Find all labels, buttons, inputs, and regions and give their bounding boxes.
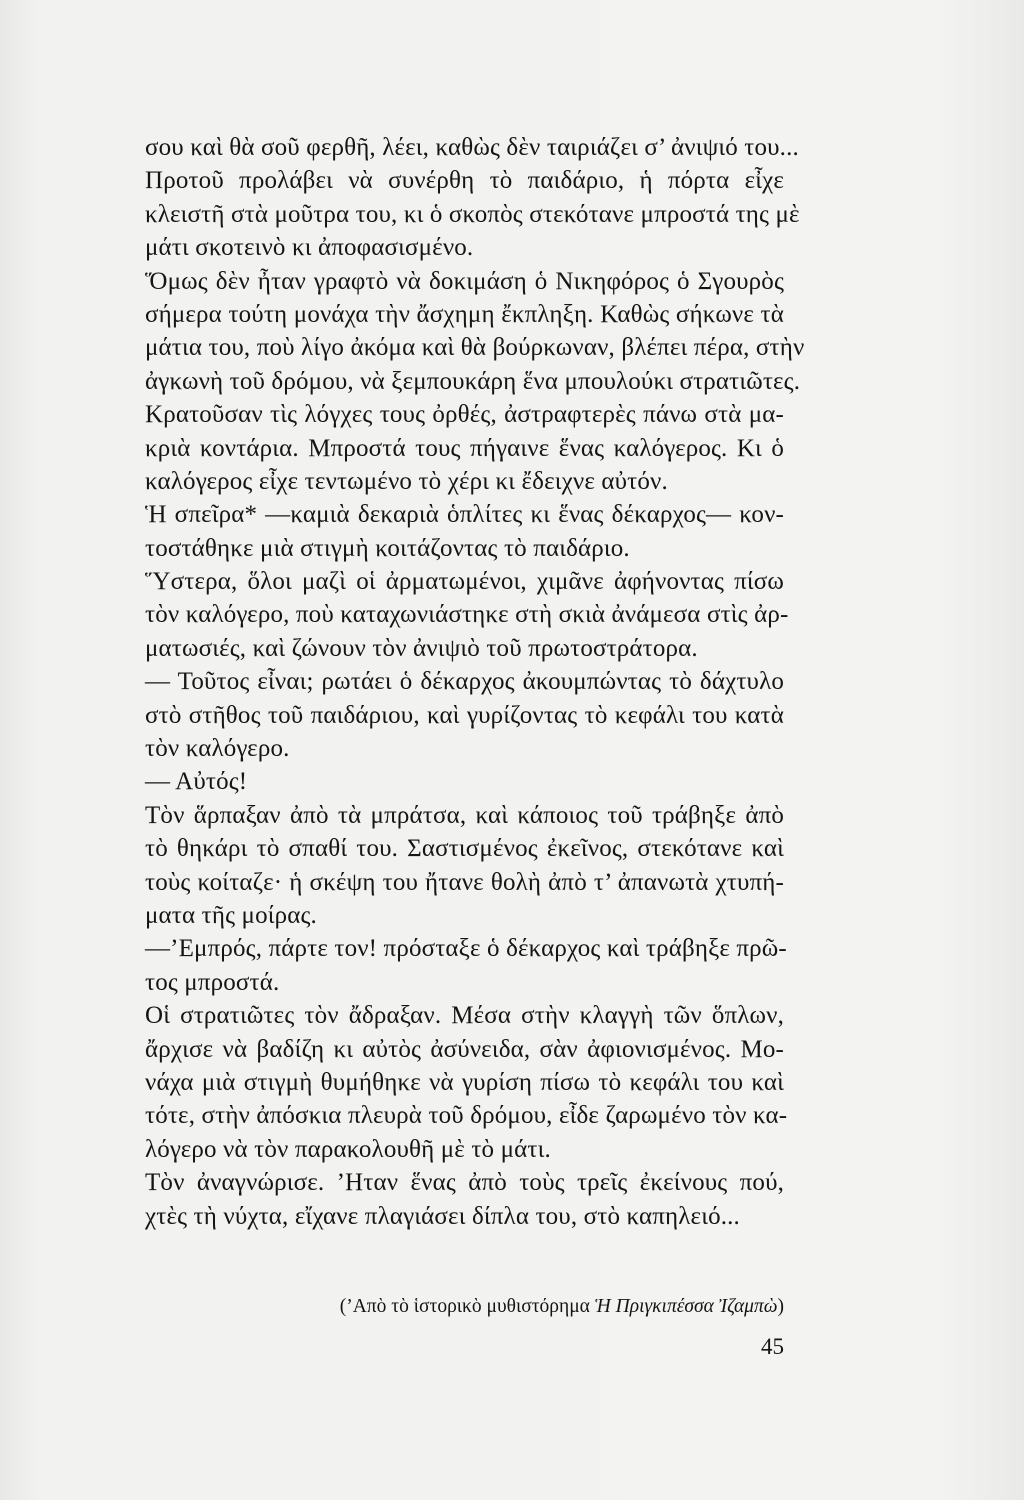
text-line: τοὺς κοίταζε· ἡ σκέψη του ἤτανε θολὴ ἀπὸ τ’ ἀπανωτὰ χτυπή- [145,868,784,896]
text-line: Προτοῦ προλάβει νὰ συνέρθη τὸ παιδάριο, ἡ πόρτα εἶχε [145,167,784,195]
text-line: τότε, στὴν ἀπόσκια πλευρὰ τοῦ δρόμου, εἶδε ζαρωμένο τὸν κα- [145,1102,788,1130]
source-prefix: (’Απὸ τὸ ἱστορικὸ μυθιστόρημα [339,1296,595,1317]
text-line: σου καὶ θὰ σοῦ φερθῆ, λέει, καθὼς δὲν ταιριάζει σ’ ἀνιψιό του... [145,134,799,161]
source-suffix: ) [777,1296,784,1317]
source-citation [145,1296,784,1318]
text-line: κλειστῆ στὰ μοῦτρα του, κι ὁ σκοπὸς στεκότανε μπροστά της μὲ [145,200,800,228]
text-line: μάτι σκοτεινὸ κι ἀποφασισμένο. [145,234,474,262]
text-line: Τὸν ἀναγνώρισε. ’Ηταν ἕνας ἀπὸ τοὺς τρεῖς ἐκείνους πού, [145,1169,784,1197]
text-line: —’Εμπρός, πάρτε τον! πρόσταξε ὁ δέκαρχος καὶ τράβηξε πρῶ- [145,935,787,963]
text-line: Οἱ στρατιῶτες τὸν ἄδραξαν. Μέσα στὴν κλαγγὴ τῶν ὅπλων, [145,1002,784,1030]
text-line: λόγερο νὰ τὸν παρακολουθῆ μὲ τὸ μάτι. [145,1135,551,1163]
text-line: ἀγκωνὴ τοῦ δρόμου, νὰ ξεμπουκάρη ἕνα μπουλούκι στρατιῶτες. [145,367,801,395]
text-line: μάτια του, ποὺ λίγο ἀκόμα καὶ θὰ βούρκωναν, βλέπει πέρα, στὴν [145,334,805,362]
page-number: 45 [761,1334,784,1359]
text-line: τὸν καλόγερο. [145,735,290,763]
body-text [145,131,805,1233]
text-line: κριὰ κοντάρια. Μπροστά τους πήγαινε ἕνας καλόγερος. Κι ὁ [145,434,784,462]
text-line: Ὅμως δὲν ἦταν γραφτὸ νὰ δοκιμάση ὁ Νικηφόρος ὁ Σγουρὸς [145,267,784,295]
source-title: Ἡ Πριγκιπέσσα Ἰζαμπὼ [594,1296,778,1317]
text-line: καλόγερος εἶχε τεντωμένο τὸ χέρι κι ἔδειχνε αὐτόν. [145,467,668,495]
text-line: χτὲς τὴ νύχτα, εἴχανε πλαγιάσει δίπλα του, στὸ καπηλειό... [145,1202,740,1230]
text-line: τὸν καλόγερο, ποὺ καταχωνιάστηκε στὴ σκιὰ ἀνάμεσα στὶς ἀρ- [145,601,789,629]
text-line: — Αὐτός! [145,768,248,796]
text-line: — Τοῦτος εἶναι; ρωτάει ὁ δέκαρχος ἀκουμπώντας τὸ δάχτυλο [145,668,784,696]
text-line: Ὕστερα, ὅλοι μαζὶ οἱ ἀρματωμένοι, χιμᾶνε ἀφήνοντας πίσω [145,568,784,596]
text-line: ματωσιές, καὶ ζώνουν τὸν ἀνιψιὸ τοῦ πρωτοστράτορα. [145,634,698,662]
text-line: τος μπροστά. [145,968,280,996]
text-line: ματα τῆς μοίρας. [145,901,317,929]
text-line: ἄρχισε νὰ βαδίζη κι αὐτὸς ἀσύνειδα, σὰν ἀφιονισμένος. Μο- [145,1035,784,1063]
text-line: Κρατοῦσαν τὶς λόγχες τους ὀρθές, ἀστραφτερὲς πάνω στὰ μα- [145,401,784,429]
text-line: σήμερα τούτη μονάχα τὴν ἄσχημη ἔκπληξη. Καθὼς σήκωνε τὰ [145,300,784,328]
text-line: νάχα μιὰ στιγμὴ θυμήθηκε νὰ γυρίση πίσω τὸ κεφάλι του καὶ [145,1068,784,1096]
text-line: στὸ στῆθος τοῦ παιδάριου, καὶ γυρίζοντας τὸ κεφάλι του κατὰ [145,701,784,729]
text-line: Ἡ σπεῖρα* —καμιὰ δεκαριὰ ὁπλίτες κι ἕνας δέκαρχος— κον- [145,501,784,529]
text-line: τοστάθηκε μιὰ στιγμὴ κοιτάζοντας τὸ παιδάριο. [145,534,630,562]
text-line: τὸ θηκάρι τὸ σπαθί του. Σαστισμένος ἐκεῖνος, στεκότανε καὶ [145,835,784,863]
text-line: Τὸν ἅρπαξαν ἀπὸ τὰ μπράτσα, καὶ κάποιος τοῦ τράβηξε ἀπὸ [145,801,784,829]
